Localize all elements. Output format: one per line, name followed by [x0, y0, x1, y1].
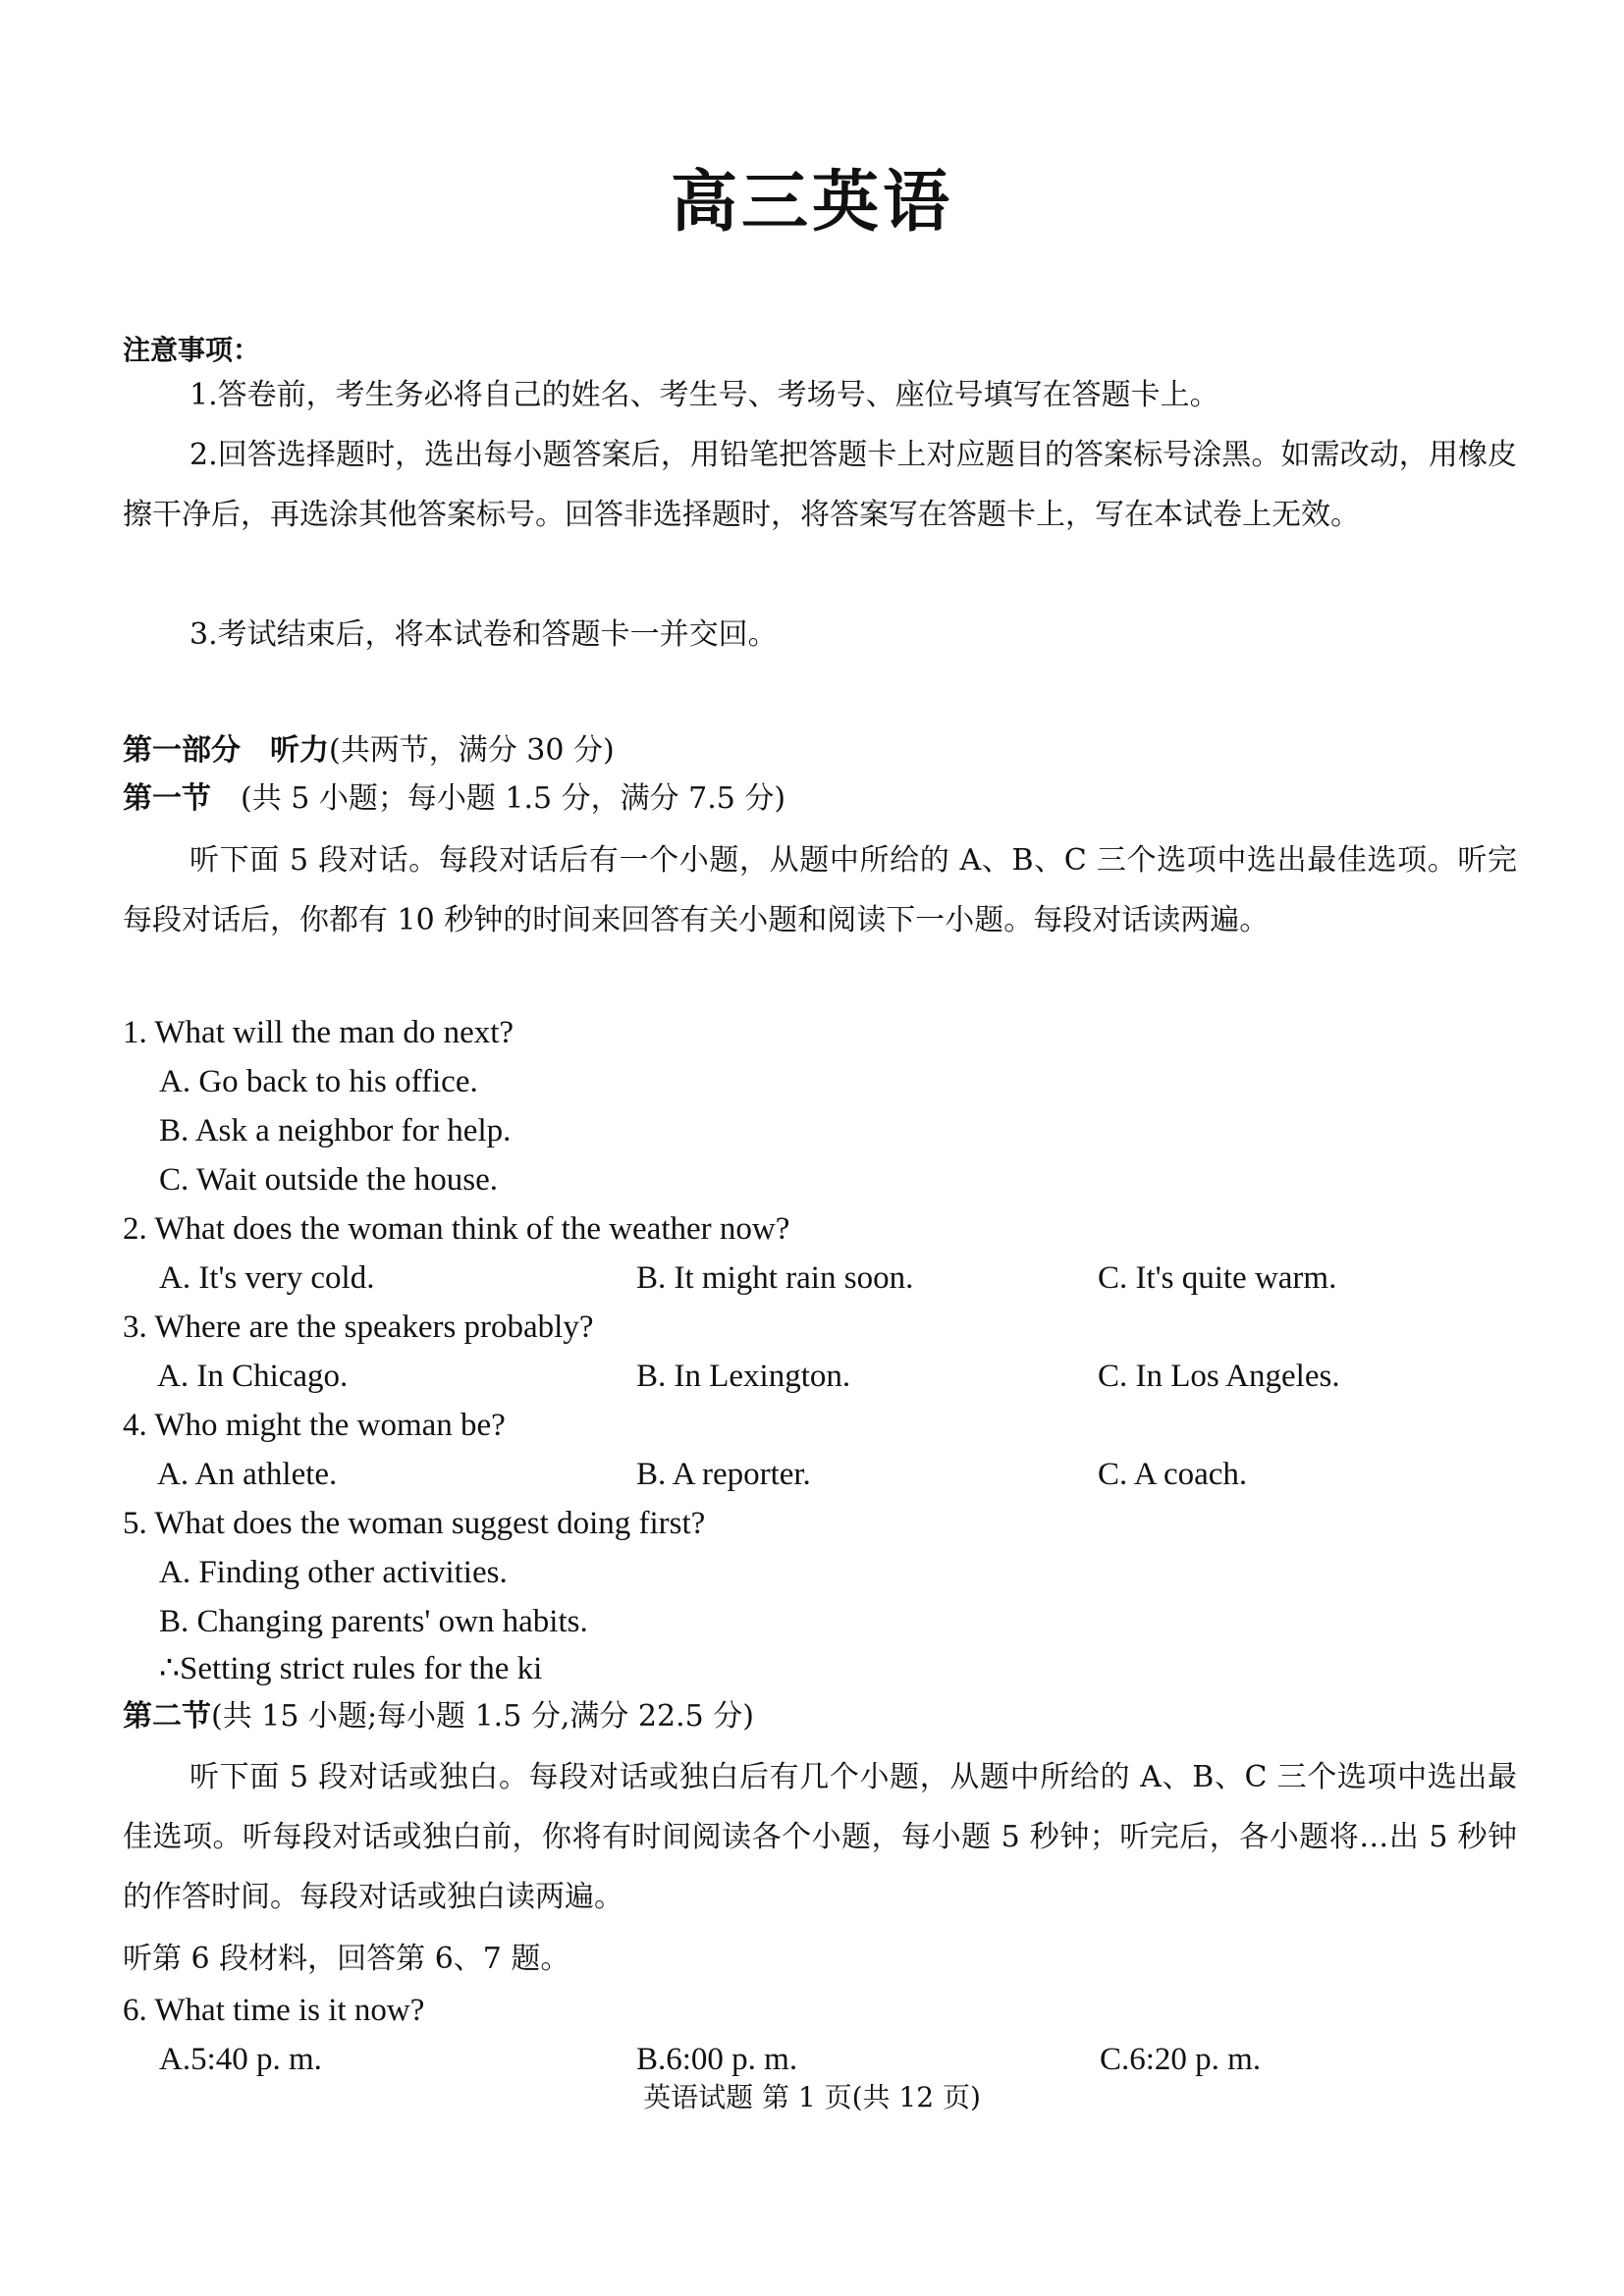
material-note: 听第 6 段材料，回答第 6、7 题。 — [123, 1942, 570, 1976]
exam-title: 高三英语 — [670, 164, 953, 241]
section1-heading — [123, 769, 1517, 828]
section2-heading — [123, 1686, 1517, 1746]
question-5-option-c: ∴Setting strict rules for the ki — [159, 1651, 543, 1686]
note-item-3: 3.考试结束后，将本试卷和答题卡一并交回。 — [189, 617, 778, 652]
question-1-option-b: B. Ask a neighbor for help. — [159, 1113, 512, 1148]
question-3-stem: 3. Where are the speakers probably? — [123, 1309, 594, 1345]
question-6-option-c: C.6:20 p. m. — [1100, 2042, 1262, 2077]
question-1-option-c: C. Wait outside the house. — [159, 1162, 499, 1198]
note-item-1: 1.答卷前，考生务必将自己的姓名、考生号、考场号、座位号填写在答题卡上。 — [189, 378, 1219, 412]
note-item-2: 2.回答选择题时，选出每小题答案后，用铅笔把答题卡上对应题目的答案标号涂黑。如需改动，用橡皮擦干净后，再选涂其他答案标号。回答非选择题时，将答案写在答题卡上，写在本试卷上无效。 — [123, 438, 1517, 532]
question-2-option-b: B. It might rain soon. — [636, 1260, 914, 1296]
section1-instructions: 听下面 5 段对话。每段对话后有一个小题，从题中所给的 A、B、C 三个选项中选出最佳选项。听完每段对话后，你都有 10 秒钟的时间来回答有关小题和阅读下一小题。每段对话读两遍。 — [123, 843, 1517, 937]
part1-heading-bold: 第一部分 听力 — [123, 733, 329, 768]
section2-heading-bold: 第二节 — [123, 1699, 211, 1734]
page-footer: 英语试题 第 1 页(共 12 页) — [643, 2081, 981, 2113]
question-1-stem: 1. What will the man do next? — [123, 1015, 514, 1050]
question-3-option-c: C. In Los Angeles. — [1098, 1359, 1340, 1394]
section1-heading-bold: 第一节 — [123, 781, 211, 816]
notes-heading: 注意事项： — [123, 334, 261, 366]
question-5-option-a: A. Finding other activities. — [159, 1555, 508, 1590]
section1-heading-rest: (共 5 小题；每小题 1.5 分，满分 7.5 分) — [211, 781, 786, 816]
question-2-option-c: C. It's quite warm. — [1098, 1260, 1337, 1296]
question-4-stem: 4. Who might the woman be? — [123, 1408, 506, 1443]
section2-instructions: 听下面 5 段对话或独白。每段对话或独白后有几个小题，从题中所给的 A、B、C 三个选项中选出最佳选项。听每段对话或独白前，你将有时间阅读各个小题，每小题 5 秒钟；听完后，各小题将…出 5 秒钟的作答时间。每段对话或独白读两遍。 — [123, 1760, 1517, 1914]
question-4-option-a: A. An athlete. — [157, 1457, 338, 1492]
question-4-option-c: C. A coach. — [1098, 1457, 1248, 1492]
question-2-stem: 2. What does the woman think of the weather now? — [123, 1211, 790, 1247]
question-1-option-a: A. Go back to his office. — [159, 1064, 478, 1099]
section2-heading-rest: (共 15 小题;每小题 1.5 分,满分 22.5 分) — [211, 1699, 754, 1734]
question-6-stem: 6. What time is it now? — [123, 1993, 425, 2028]
question-6-option-a: A.5:40 p. m. — [159, 2042, 322, 2077]
question-5-stem: 5. What does the woman suggest doing first? — [123, 1506, 706, 1541]
question-5-option-b: B. Changing parents' own habits. — [159, 1604, 588, 1639]
part1-heading-rest: (共两节，满分 30 分) — [329, 733, 615, 768]
question-3-option-a: A. In Chicago. — [157, 1359, 349, 1394]
question-4-option-b: B. A reporter. — [636, 1457, 811, 1492]
question-6-option-b: B.6:00 p. m. — [636, 2042, 798, 2077]
question-2-option-a: A. It's very cold. — [159, 1260, 375, 1296]
question-3-option-b: B. In Lexington. — [636, 1359, 851, 1394]
